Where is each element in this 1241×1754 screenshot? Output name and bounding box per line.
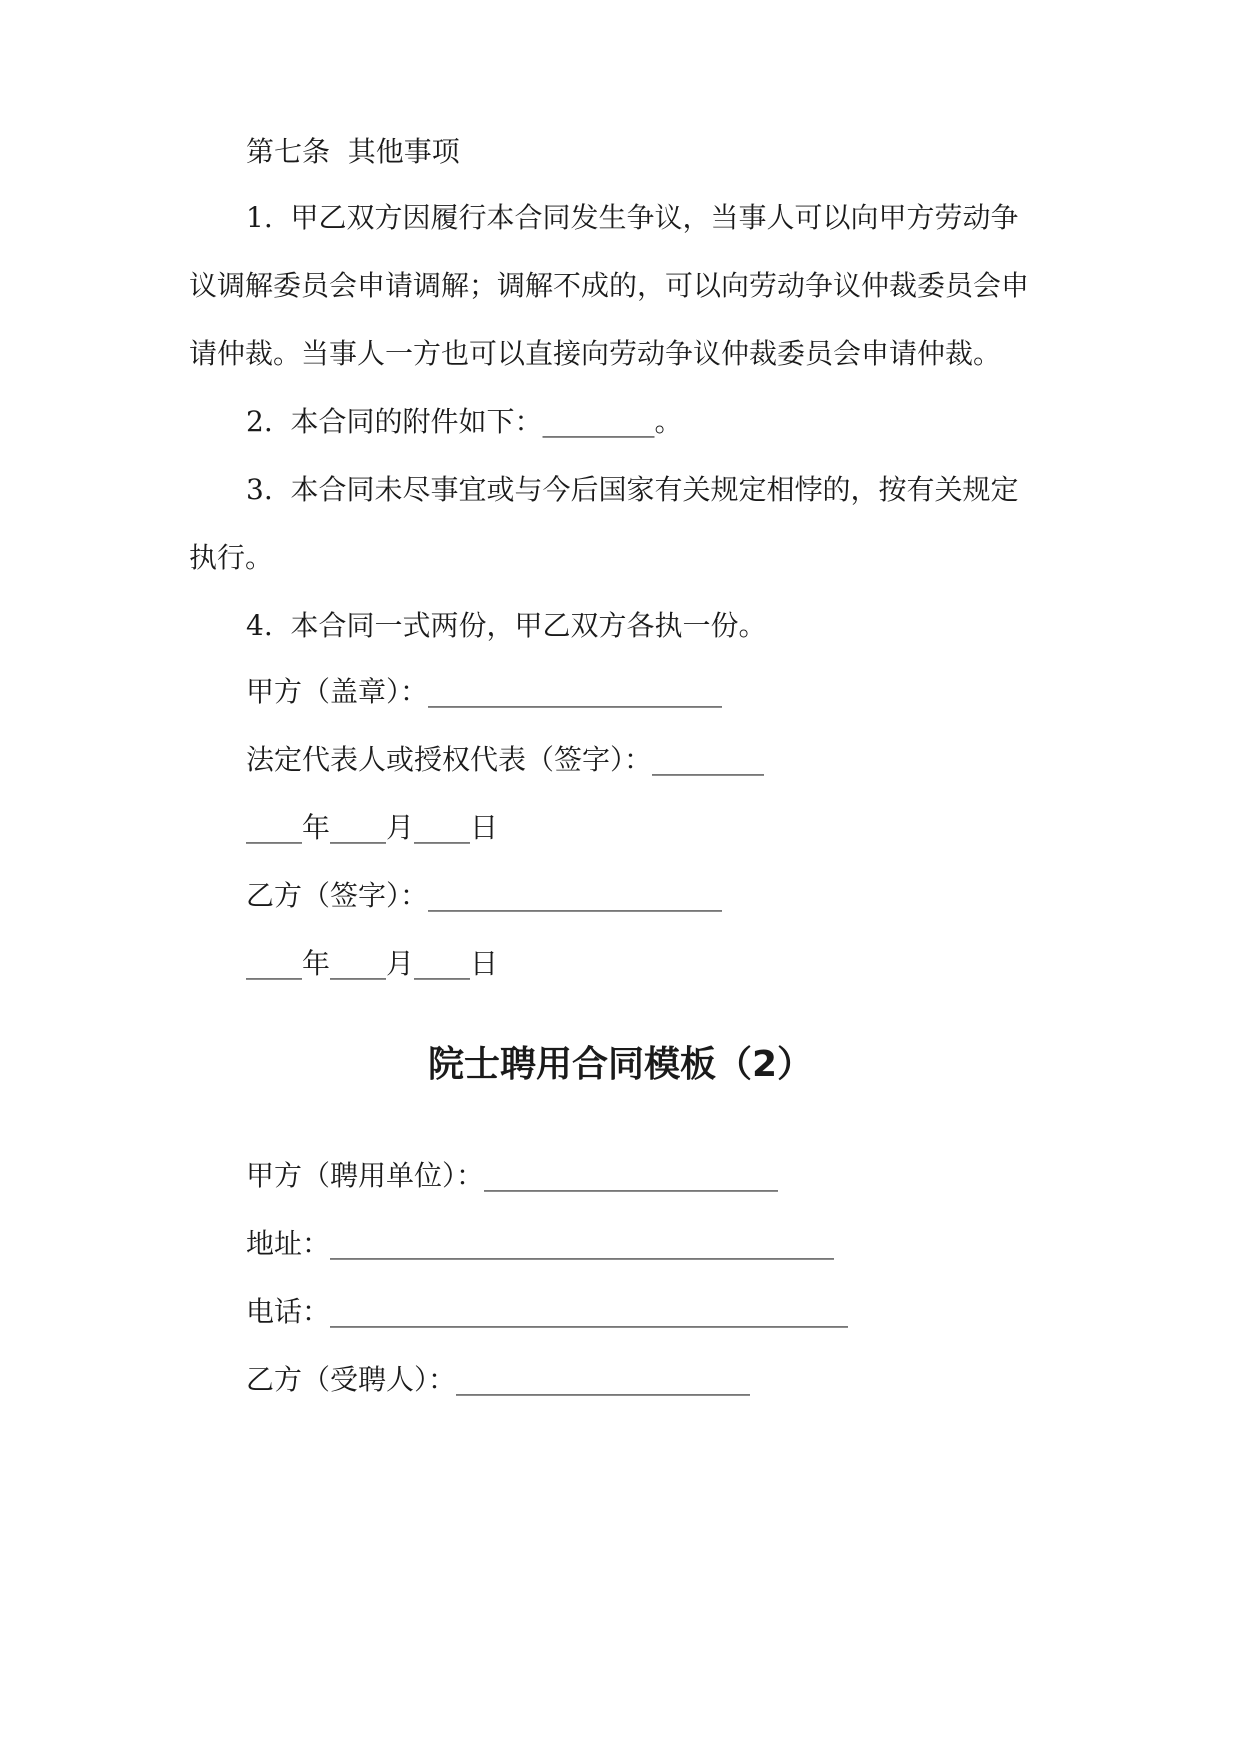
clause-3-line-2: 执行。 (189, 541, 274, 574)
phone-line: 电话：_____________________________________ (246, 1295, 849, 1328)
address-line: 地址：____________________________________ (246, 1227, 835, 1260)
date-line-b: ____年____月____日 (246, 947, 499, 980)
clause-1-line-2: 议调解委员会申请调解；调解不成的，可以向劳动争议仲裁委员会申 (189, 269, 1030, 302)
legal-rep-signature-line: 法定代表人或授权代表（签字）：________ (246, 743, 765, 776)
clause-1-line-3: 请仲裁。当事人一方也可以直接向劳动争议仲裁委员会申请仲裁。 (189, 337, 1002, 370)
document-title: 院士聘用合同模板（2） (427, 1044, 814, 1085)
party-a-employer-line: 甲方（聘用单位）：_____________________ (246, 1159, 779, 1192)
party-b-employee-line: 乙方（受聘人）：_____________________ (246, 1363, 751, 1396)
clause-1-line-1: 1. 甲乙双方因履行本合同发生争议，当事人可以向甲方劳动争 (246, 201, 1019, 234)
date-line-a: ____年____月____日 (246, 811, 499, 844)
clause-2: 2. 本合同的附件如下：________。 (246, 405, 683, 438)
clause-3-line-1: 3. 本合同未尽事宜或与今后国家有关规定相悖的，按有关规定 (246, 473, 1019, 506)
clause-4: 4. 本合同一式两份，甲乙双方各执一份。 (246, 609, 767, 642)
section-heading: 第七条 其他事项 (246, 135, 460, 168)
party-a-seal-line: 甲方（盖章）：_____________________ (246, 675, 723, 708)
party-b-signature-line: 乙方（签字）：_____________________ (246, 879, 723, 912)
